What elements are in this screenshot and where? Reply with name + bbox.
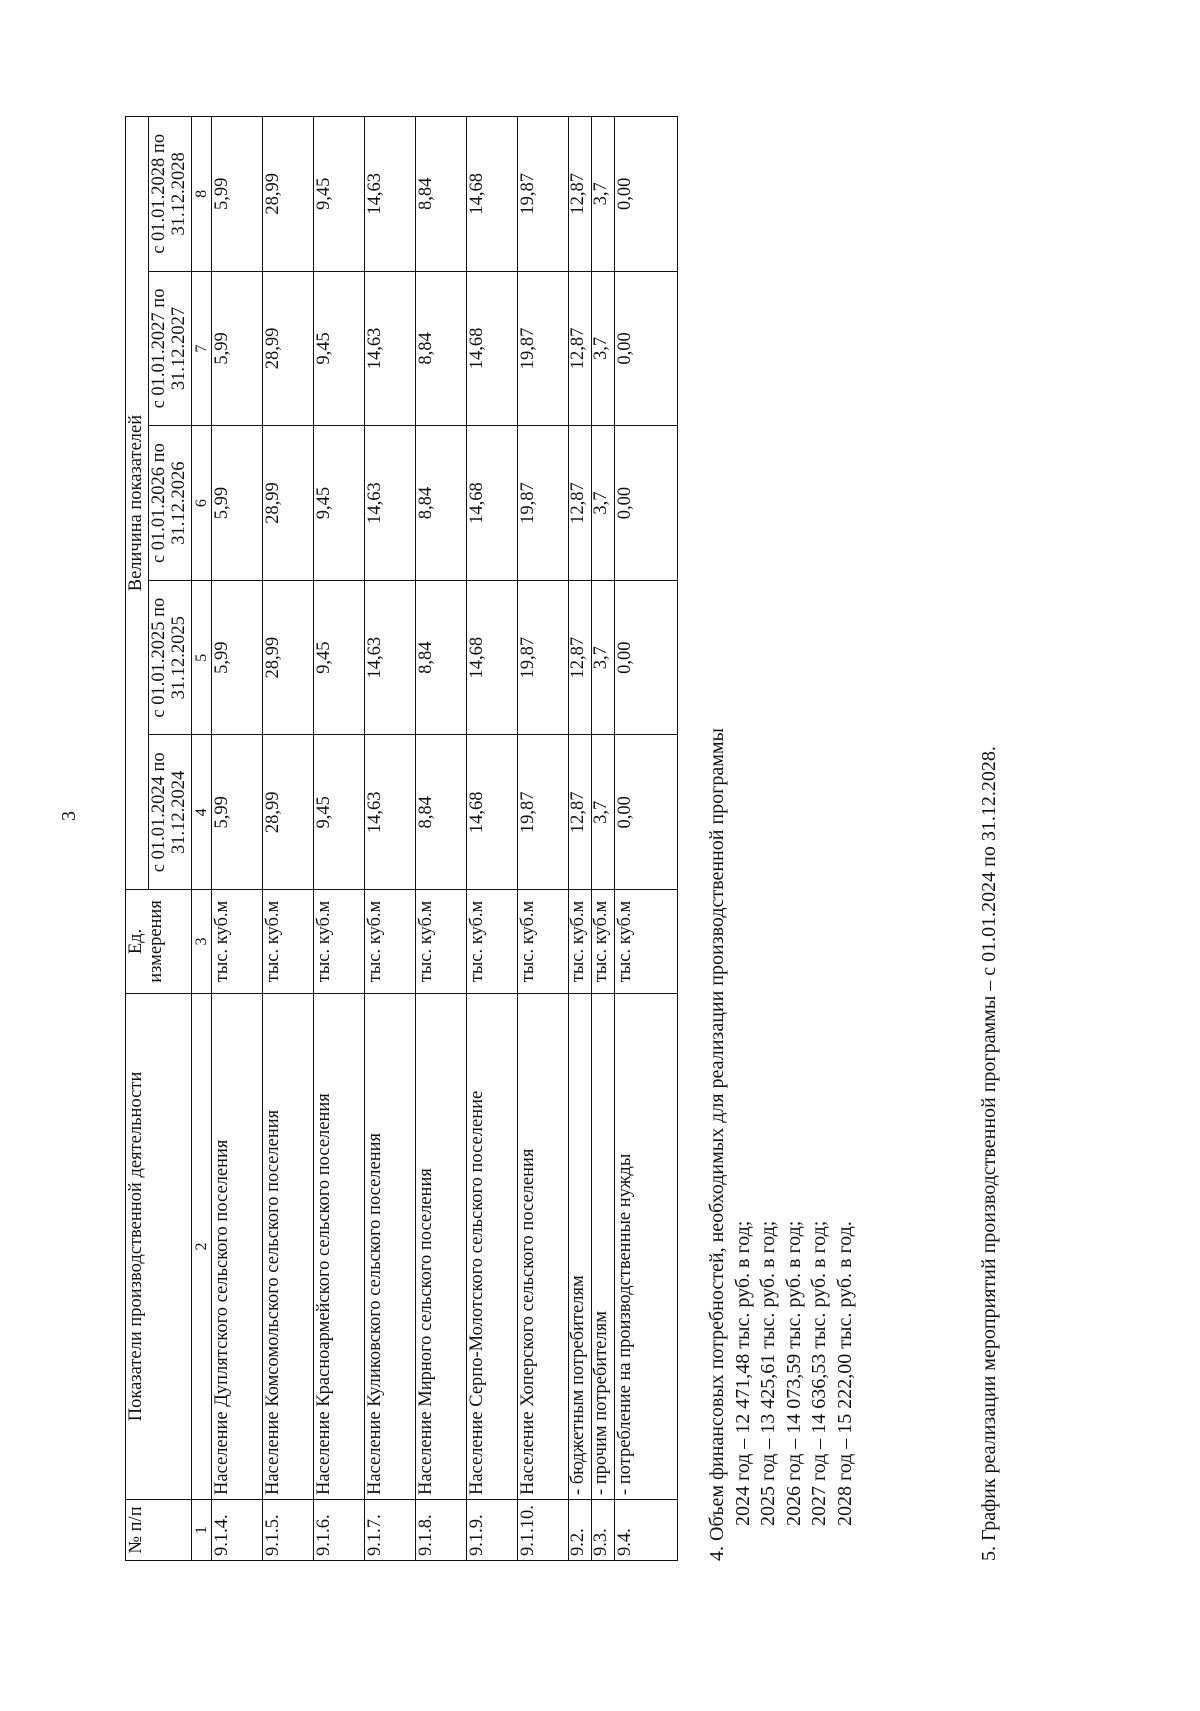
header-period-2026: с 01.01.2026 по 31.12.2026 <box>148 426 191 581</box>
row-value-2027: 14,68 <box>467 271 518 426</box>
table-row <box>569 117 592 1561</box>
row-value-2027: 12,87 <box>569 271 592 426</box>
column-number: 1 <box>191 1500 211 1561</box>
row-value-2026: 28,99 <box>263 426 314 581</box>
row-number: 9.1.7. <box>365 1500 416 1561</box>
row-number: 9.4. <box>615 1500 678 1561</box>
row-value-2028: 8,84 <box>416 117 467 272</box>
row-number: 9.1.4. <box>212 1500 263 1561</box>
column-number: 4 <box>191 735 211 890</box>
section-4-title: 4. Объем финансовых потребностей, необходимых для реализации производственной программы <box>706 728 728 1561</box>
row-value-2027: 3,7 <box>592 271 615 426</box>
row-name: Население Серпо-Молотского сельского поселение <box>467 993 518 1499</box>
row-unit: тыс. куб.м <box>615 890 678 994</box>
row-unit: тыс. куб.м <box>592 890 615 994</box>
row-value-2028: 14,68 <box>467 117 518 272</box>
row-value-2027: 0,00 <box>615 271 678 426</box>
row-value-2025: 14,68 <box>467 580 518 735</box>
row-unit: тыс. куб.м <box>467 890 518 994</box>
notes-section <box>705 61 1002 1561</box>
row-value-2027: 8,84 <box>416 271 467 426</box>
table-row <box>615 117 678 1561</box>
row-value-2028: 12,87 <box>569 117 592 272</box>
row-value-2025: 19,87 <box>518 580 569 735</box>
row-value-2026: 8,84 <box>416 426 467 581</box>
row-value-2026: 14,68 <box>467 426 518 581</box>
row-value-2028: 5,99 <box>212 117 263 272</box>
row-value-2027: 19,87 <box>518 271 569 426</box>
row-unit: тыс. куб.м <box>314 890 365 994</box>
row-value-2026: 19,87 <box>518 426 569 581</box>
header-period-2027: с 01.01.2027 по 31.12.2027 <box>148 271 191 426</box>
row-name: Население Хоперского сельского поселения <box>518 993 569 1499</box>
row-value-2026: 9,45 <box>314 426 365 581</box>
row-unit: тыс. куб.м <box>518 890 569 994</box>
header-name: Показатели производственной деятельности <box>126 993 192 1499</box>
row-value-2025: 3,7 <box>592 580 615 735</box>
row-value-2024: 14,68 <box>467 735 518 890</box>
row-number: 9.1.9. <box>467 1500 518 1561</box>
row-value-2025: 14,63 <box>365 580 416 735</box>
production-indicators-table <box>125 116 678 1561</box>
row-name: Население Мирного сельского поселения <box>416 993 467 1499</box>
row-value-2025: 0,00 <box>615 580 678 735</box>
header-period-2024: с 01.01.2024 по 31.12.2024 <box>148 735 191 890</box>
row-value-2024: 9,45 <box>314 735 365 890</box>
row-value-2028: 0,00 <box>615 117 678 272</box>
row-number: 9.3. <box>592 1500 615 1561</box>
row-unit: тыс. куб.м <box>569 890 592 994</box>
table-row <box>365 117 416 1561</box>
row-value-2024: 0,00 <box>615 735 678 890</box>
column-number: 2 <box>191 993 211 1499</box>
table-row <box>212 117 263 1561</box>
financing-line-2028: 2028 год – 15 222,00 тыс. руб. в год. <box>833 1221 856 1526</box>
row-value-2026: 0,00 <box>615 426 678 581</box>
table-row <box>314 117 365 1561</box>
row-number: 9.1.5. <box>263 1500 314 1561</box>
row-name: - бюджетным потребителям <box>569 993 592 1499</box>
row-value-2024: 28,99 <box>263 735 314 890</box>
row-value-2026: 3,7 <box>592 426 615 581</box>
row-number: 9.1.8. <box>416 1500 467 1561</box>
row-name: Население Красноармейского сельского поселения <box>314 993 365 1499</box>
row-value-2024: 12,87 <box>569 735 592 890</box>
column-number: 8 <box>191 117 211 272</box>
row-value-2025: 9,45 <box>314 580 365 735</box>
row-value-2027: 9,45 <box>314 271 365 426</box>
column-number: 6 <box>191 426 211 581</box>
table-row <box>263 117 314 1561</box>
column-numbers-row <box>191 117 211 1561</box>
header-num: № п/п <box>126 1500 192 1561</box>
row-value-2025: 12,87 <box>569 580 592 735</box>
row-value-2024: 19,87 <box>518 735 569 890</box>
table-row <box>467 117 518 1561</box>
row-value-2025: 5,99 <box>212 580 263 735</box>
row-unit: тыс. куб.м <box>263 890 314 994</box>
row-number: 9.1.10. <box>518 1500 569 1561</box>
row-value-2028: 14,63 <box>365 117 416 272</box>
row-number: 9.1.6. <box>314 1500 365 1561</box>
header-values-group: Величина показателей <box>126 117 149 890</box>
row-value-2026: 5,99 <box>212 426 263 581</box>
row-value-2028: 19,87 <box>518 117 569 272</box>
financing-line-2027: 2027 год – 14 636,53 тыс. руб. в год; <box>808 1220 831 1526</box>
row-value-2024: 8,84 <box>416 735 467 890</box>
financing-line-2026: 2026 год – 14 073,59 тыс. руб. в год; <box>782 1220 805 1526</box>
row-value-2028: 28,99 <box>263 117 314 272</box>
row-name: Население Куликовского сельского поселения <box>365 993 416 1499</box>
column-number: 3 <box>191 890 211 994</box>
header-unit: Ед. измерения <box>126 890 192 994</box>
row-value-2027: 5,99 <box>212 271 263 426</box>
row-value-2025: 8,84 <box>416 580 467 735</box>
row-name: Население Комсомольского сельского поселения <box>263 993 314 1499</box>
row-value-2024: 5,99 <box>212 735 263 890</box>
row-value-2027: 28,99 <box>263 271 314 426</box>
row-value-2026: 12,87 <box>569 426 592 581</box>
header-period-2025: с 01.01.2025 по 31.12.2025 <box>148 580 191 735</box>
row-name: - потребление на производственные нужды <box>615 993 678 1499</box>
header-row <box>126 117 149 1561</box>
financing-line-2025: 2025 год – 13 425,61 тыс. руб. в год; <box>757 1220 780 1526</box>
column-number: 7 <box>191 271 211 426</box>
column-number: 5 <box>191 580 211 735</box>
page-number: 3 <box>58 811 80 821</box>
section-5-title: 5. График реализации мероприятий производственной программы – с 01.01.2024 по 31.12.2028. <box>977 746 1000 1561</box>
row-number: 9.2. <box>569 1500 592 1561</box>
row-value-2024: 3,7 <box>592 735 615 890</box>
row-value-2028: 3,7 <box>592 117 615 272</box>
table-row <box>416 117 467 1561</box>
row-unit: тыс. куб.м <box>212 890 263 994</box>
row-value-2025: 28,99 <box>263 580 314 735</box>
row-value-2027: 14,63 <box>365 271 416 426</box>
financing-line-2024: 2024 год – 12 471,48 тыс. руб. в год; <box>731 1220 754 1526</box>
row-name: - прочим потребителям <box>592 993 615 1499</box>
row-value-2026: 14,63 <box>365 426 416 581</box>
table-row <box>592 117 615 1561</box>
header-period-2028: с 01.01.2028 по 31.12.2028 <box>148 117 191 272</box>
row-unit: тыс. куб.м <box>416 890 467 994</box>
table-row <box>518 117 569 1561</box>
row-unit: тыс. куб.м <box>365 890 416 994</box>
row-value-2028: 9,45 <box>314 117 365 272</box>
row-value-2024: 14,63 <box>365 735 416 890</box>
row-name: Население Дуплятского сельского поселения <box>212 993 263 1499</box>
